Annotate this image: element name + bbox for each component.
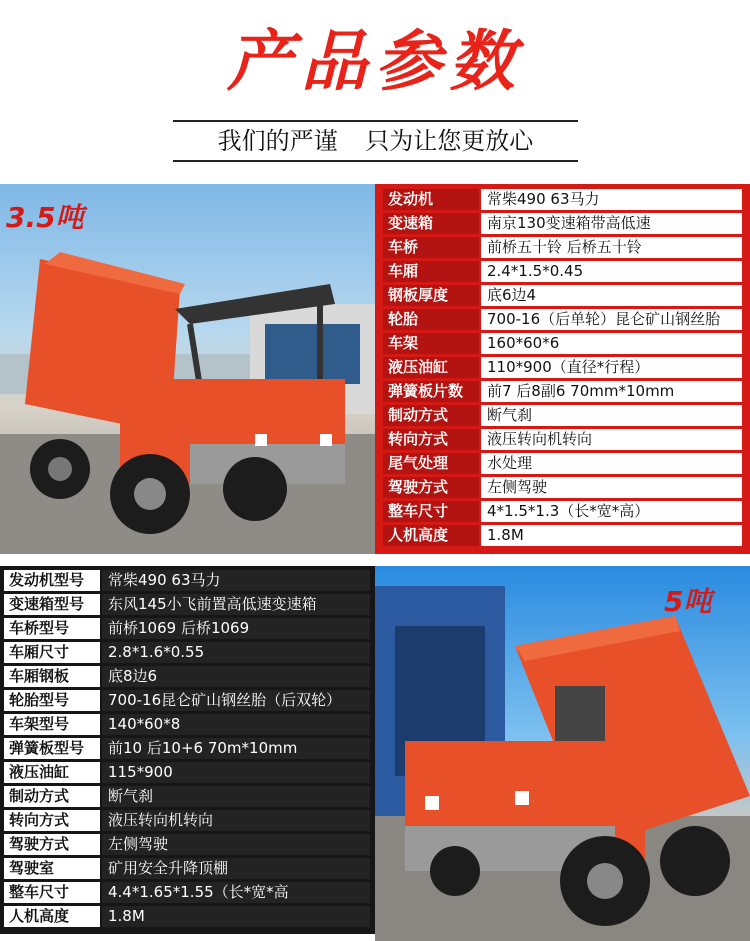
spec-row	[375, 331, 750, 356]
spec-table-3-5t	[375, 184, 750, 554]
spec-row	[375, 403, 750, 428]
spec-label: 整车尺寸	[4, 882, 100, 903]
spec-value: 160*60*6	[481, 333, 742, 354]
spec-row	[0, 616, 375, 641]
spec-row	[375, 427, 750, 452]
tonnage-label-1: 3.5吨	[6, 201, 84, 234]
bottom-rule	[173, 160, 578, 162]
spec-row	[0, 784, 375, 809]
spec-value: 前10 后10+6 70m*10mm	[102, 738, 370, 759]
subtitle-block	[173, 120, 578, 162]
spec-value: 2.4*1.5*0.45	[481, 261, 742, 282]
spec-value: 700-16（后单轮）昆仑矿山钢丝胎	[481, 309, 742, 330]
spec-value: 底6边4	[481, 285, 742, 306]
page-title: 产品参数	[227, 23, 523, 100]
spec-row	[0, 640, 375, 665]
spec-label: 车桥	[383, 237, 479, 258]
spec-value: 4.4*1.65*1.55（长*宽*高	[102, 882, 370, 903]
spec-label: 尾气处理	[383, 453, 479, 474]
spec-value: 常柴490 63马力	[481, 189, 742, 210]
spec-row	[0, 736, 375, 761]
spec-label: 变速箱型号	[4, 594, 100, 615]
truck-illustration-2	[375, 566, 750, 941]
spec-label: 车架型号	[4, 714, 100, 735]
spec-label: 转向方式	[383, 429, 479, 450]
spec-value: 矿用安全升降顶棚	[102, 858, 370, 879]
spec-row	[0, 832, 375, 857]
spec-value: 前7 后8副6 70mm*10mm	[481, 381, 742, 402]
truck-illustration-1	[0, 184, 375, 554]
spec-label: 弹簧板型号	[4, 738, 100, 759]
spec-label: 车厢钢板	[4, 666, 100, 687]
tonnage-label-2: 5吨	[664, 585, 712, 618]
spec-row	[0, 688, 375, 713]
truck-photo-3-5t	[0, 184, 375, 554]
spec-value: 左侧驾驶	[481, 477, 742, 498]
spec-row	[375, 499, 750, 524]
spec-label: 液压油缸	[383, 357, 479, 378]
spec-label: 车桥型号	[4, 618, 100, 639]
spec-value: 断气刹	[481, 405, 742, 426]
spec-value: 前桥1069 后桥1069	[102, 618, 370, 639]
spec-table-5t	[0, 566, 375, 934]
spec-label: 车架	[383, 333, 479, 354]
spec-row	[0, 712, 375, 737]
spec-row	[375, 523, 750, 548]
spec-value: 2.8*1.6*0.55	[102, 642, 370, 663]
spec-row	[375, 211, 750, 236]
spec-label: 车厢	[383, 261, 479, 282]
spec-label: 驾驶室	[4, 858, 100, 879]
spec-value: 断气刹	[102, 786, 370, 807]
spec-row	[375, 259, 750, 284]
spec-label: 驾驶方式	[4, 834, 100, 855]
spec-label: 液压油缸	[4, 762, 100, 783]
spec-label: 钢板厚度	[383, 285, 479, 306]
spec-value: 液压转向机转向	[102, 810, 370, 831]
page-subtitle: 我们的严谨 只为让您更放心	[217, 127, 534, 155]
truck-photo-5t	[375, 566, 750, 941]
spec-row	[375, 307, 750, 332]
spec-label: 弹簧板片数	[383, 381, 479, 402]
spec-row	[375, 235, 750, 260]
spec-row	[0, 760, 375, 785]
spec-label: 驾驶方式	[383, 477, 479, 498]
spec-row	[0, 856, 375, 881]
spec-value: 140*60*8	[102, 714, 370, 735]
spec-value: 1.8M	[481, 525, 742, 546]
spec-label: 人机高度	[383, 525, 479, 546]
spec-value: 底8边6	[102, 666, 370, 687]
spec-value: 110*900（直径*行程）	[481, 357, 742, 378]
spec-value: 常柴490 63马力	[102, 570, 370, 591]
spec-label: 发动机	[383, 189, 479, 210]
spec-value: 700-16昆仑矿山钢丝胎（后双轮）	[102, 690, 370, 711]
spec-row	[375, 355, 750, 380]
spec-label: 轮胎	[383, 309, 479, 330]
spec-row	[375, 187, 750, 212]
spec-row	[0, 568, 375, 593]
spec-value: 左侧驾驶	[102, 834, 370, 855]
spec-value: 115*900	[102, 762, 370, 783]
spec-row	[0, 808, 375, 833]
spec-row	[0, 904, 375, 929]
spec-row	[375, 379, 750, 404]
spec-value: 东风145小飞前置高低速变速箱	[102, 594, 370, 615]
spec-label: 车厢尺寸	[4, 642, 100, 663]
spec-value: 1.8M	[102, 906, 370, 927]
spec-label: 制动方式	[383, 405, 479, 426]
spec-row	[375, 475, 750, 500]
spec-value: 水处理	[481, 453, 742, 474]
spec-value: 前桥五十铃 后桥五十铃	[481, 237, 742, 258]
spec-label: 人机高度	[4, 906, 100, 927]
spec-label: 轮胎型号	[4, 690, 100, 711]
spec-row	[375, 283, 750, 308]
spec-label: 制动方式	[4, 786, 100, 807]
spec-row	[0, 880, 375, 905]
spec-label: 转向方式	[4, 810, 100, 831]
spec-value: 4*1.5*1.3（长*宽*高）	[481, 501, 742, 522]
spec-label: 变速箱	[383, 213, 479, 234]
spec-row	[0, 664, 375, 689]
spec-row	[375, 451, 750, 476]
spec-label: 整车尺寸	[383, 501, 479, 522]
spec-value: 液压转向机转向	[481, 429, 742, 450]
spec-label: 发动机型号	[4, 570, 100, 591]
spec-row	[0, 592, 375, 617]
spec-value: 南京130变速箱带高低速	[481, 213, 742, 234]
